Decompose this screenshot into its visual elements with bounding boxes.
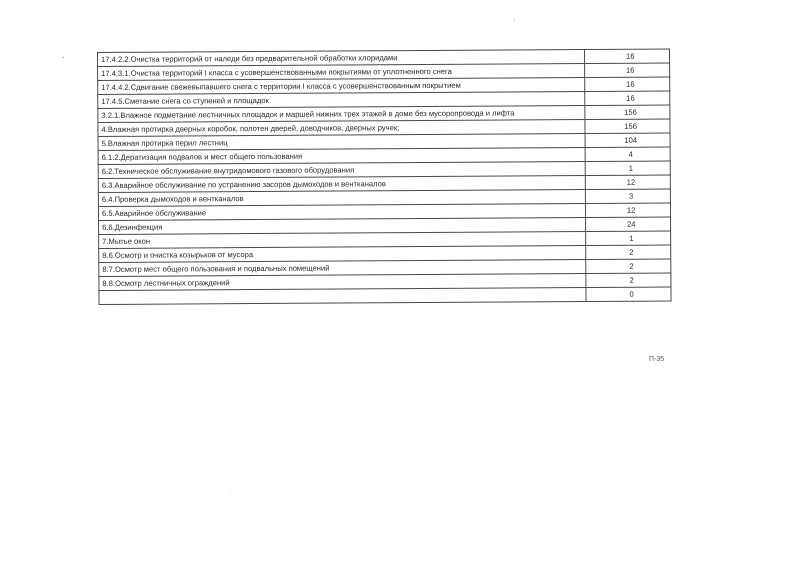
work-quantity-cell: 12	[586, 203, 671, 218]
scan-speck	[514, 19, 515, 22]
scan-speck	[231, 493, 232, 494]
work-quantity-cell: 104	[585, 133, 670, 148]
work-name-cell: 6.5.Аварийное обслуживание	[98, 204, 585, 221]
scan-speck	[62, 57, 64, 58]
work-quantity-cell: 4	[585, 147, 670, 162]
work-quantity-cell: 24	[586, 217, 671, 232]
work-name-cell: 17.4.5.Сметание снега со ступеней и площадок	[98, 92, 585, 109]
work-name-cell: 8.8.Осмотр лестничных ограждений	[99, 274, 586, 291]
work-quantity-cell: 2	[586, 245, 671, 260]
work-name-cell: 17.4.3.1.Очистка территорий I класса с усовершенствованными покрытиями от уплотненного снега	[98, 64, 585, 81]
page-number: П-35	[649, 356, 665, 363]
work-name-cell: 6.3.Аварийное обслуживание по устранению засоров дымоходов и вентканалов	[98, 176, 585, 193]
work-name-cell: 4.Влажная протирка дверных коробок, полотен дверей, доводчиков, дверных ручек;	[98, 120, 585, 137]
work-name-cell: 8.6.Осмотр и очистка козырьков от мусора	[99, 246, 586, 263]
maintenance-works-table	[97, 48, 672, 304]
work-quantity-cell: 16	[585, 49, 670, 64]
work-quantity-cell: 1	[585, 161, 670, 176]
work-name-cell: 8.7.Осмотр мест общего пользования и подвальных помещений	[99, 260, 586, 277]
work-name-cell	[99, 288, 586, 305]
work-quantity-cell: 1	[586, 231, 671, 246]
work-quantity-cell: 16	[585, 91, 670, 106]
work-quantity-cell: 3	[586, 189, 671, 204]
work-name-cell: 5.Влажная протирка перил лестниц	[98, 134, 585, 151]
work-quantity-cell: 0	[586, 287, 671, 302]
work-name-cell: 3.2.1.Влажное подметание лестничных площадок и маршей нижних трех этажей в доме без мусоропровода и лифта	[98, 106, 585, 123]
work-name-cell: 6.2.Техническое обслуживание внутридомового газового оборудования	[98, 162, 585, 179]
table-row	[99, 287, 671, 304]
work-name-cell: 7.Мытье окон	[99, 232, 586, 249]
work-quantity-cell: 2	[586, 259, 671, 274]
work-name-cell: 6.1.2.Дератизация подвалов и мест общего пользования	[98, 148, 585, 165]
work-quantity-cell: 156	[585, 105, 670, 120]
work-quantity-cell: 16	[585, 63, 670, 78]
work-quantity-cell: 156	[585, 119, 670, 134]
work-name-cell: 6.4.Проверка дымоходов и вентканалов	[98, 190, 585, 207]
work-quantity-cell: 2	[586, 273, 671, 288]
work-quantity-cell: 12	[586, 175, 671, 190]
work-quantity-cell: 16	[585, 77, 670, 92]
work-name-cell: 17.4.4.2.Сдвигание свежевыпавшего снега с территории I класса с усовершенствованным покрытием	[98, 78, 585, 95]
scan-speck	[526, 77, 527, 78]
work-name-cell: 17.4.2.2.Очистка территорий от наледи без предварительной обработки хлоридами	[98, 50, 585, 67]
work-name-cell: 6.6.Дезинфекция	[99, 218, 586, 235]
